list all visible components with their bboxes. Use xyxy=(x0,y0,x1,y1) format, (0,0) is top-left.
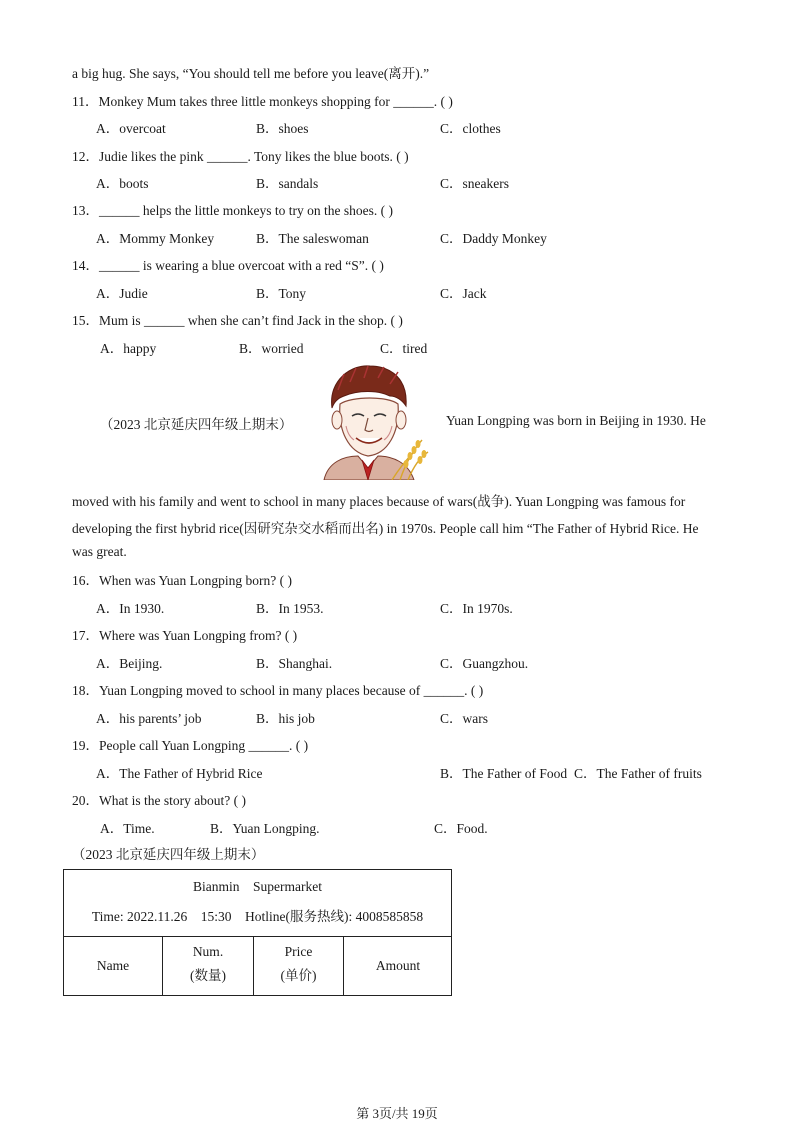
option-13-b[interactable]: B．The saleswoman xyxy=(256,231,369,246)
question-16 xyxy=(72,569,292,589)
question-text: ______ helps the little monkeys to try on the shoes. ( ) xyxy=(99,203,393,218)
question-number: 19． xyxy=(72,738,99,753)
question-15 xyxy=(72,309,403,329)
header-line: Num. xyxy=(192,944,224,959)
question-text: Mum is ______ when she can’t find Jack in the shop. ( ) xyxy=(99,313,403,328)
receipt-table xyxy=(63,869,452,996)
option-12-b[interactable]: B．sandals xyxy=(256,176,319,191)
question-17 xyxy=(72,624,297,644)
source-label: （2023 北京延庆四年级上期末） xyxy=(100,417,293,432)
option-19-b[interactable]: B．The Father of Food xyxy=(440,766,568,781)
option-17-b[interactable]: B．Shanghai. xyxy=(256,656,333,671)
header-line: (单价) xyxy=(280,968,317,983)
option-11-c[interactable]: C．clothes xyxy=(440,121,501,136)
option-19-c[interactable]: C．The Father of fruits xyxy=(574,766,702,781)
question-text: People call Yuan Longping ______. ( ) xyxy=(99,738,309,753)
source-label: （2023 北京延庆四年级上期末） xyxy=(72,847,265,862)
option-12-c[interactable]: C．sneakers xyxy=(440,176,509,191)
question-number: 20． xyxy=(72,793,99,808)
question-number: 18． xyxy=(72,683,99,698)
question-14 xyxy=(72,254,384,274)
page-footer: 第 3页/共 19页 xyxy=(356,1106,438,1121)
portrait-sketch xyxy=(304,360,430,480)
option-19-a[interactable]: A．The Father of Hybrid Rice xyxy=(96,766,263,781)
option-14-c[interactable]: C．Jack xyxy=(440,286,487,301)
question-number: 17． xyxy=(72,628,99,643)
question-number: 14． xyxy=(72,258,99,273)
option-13-c[interactable]: C．Daddy Monkey xyxy=(440,231,547,246)
question-number: 13． xyxy=(72,203,99,218)
question-text: Judie likes the pink ______. Tony likes the blue boots. ( ) xyxy=(99,149,409,164)
option-11-a[interactable]: A．overcoat xyxy=(96,121,166,136)
question-18 xyxy=(72,679,483,699)
option-14-b[interactable]: B．Tony xyxy=(256,286,307,301)
header-line: (数量) xyxy=(190,968,226,983)
header-line: Amount xyxy=(375,958,421,973)
option-16-c[interactable]: C．In 1970s. xyxy=(440,601,513,616)
question-11 xyxy=(72,90,453,110)
question-text: Yuan Longping moved to school in many places because of ______. ( ) xyxy=(99,683,484,698)
question-text: Monkey Mum takes three little monkeys shopping for ______. ( ) xyxy=(98,94,453,109)
option-14-a[interactable]: A．Judie xyxy=(96,286,148,301)
option-13-a[interactable]: A．Mommy Monkey xyxy=(96,231,215,246)
question-number: 12． xyxy=(72,149,99,164)
receipt-info: Time: 2022.11.26 15:30 Hotline(服务热线): 4008585858 xyxy=(91,909,424,924)
option-16-b[interactable]: B．In 1953. xyxy=(256,601,324,616)
option-16-a[interactable]: A．In 1930. xyxy=(96,601,165,616)
question-text: When was Yuan Longping born? ( ) xyxy=(99,573,292,588)
question-number: 15． xyxy=(72,313,99,328)
question-text: Where was Yuan Longping from? ( ) xyxy=(99,628,298,643)
question-19 xyxy=(72,734,308,754)
question-13 xyxy=(72,199,393,219)
option-17-a[interactable]: A．Beijing. xyxy=(96,656,163,671)
question-number: 11． xyxy=(72,94,99,109)
header-line: Price xyxy=(284,944,313,959)
option-20-c[interactable]: C．Food. xyxy=(434,821,488,836)
option-18-c[interactable]: C．wars xyxy=(440,711,488,726)
option-15-a[interactable]: A．happy xyxy=(100,341,157,356)
question-20 xyxy=(72,789,246,809)
option-18-b[interactable]: B．his job xyxy=(256,711,315,726)
option-17-c[interactable]: C．Guangzhou. xyxy=(440,656,529,671)
header-line: Name xyxy=(96,958,130,973)
option-11-b[interactable]: B．shoes xyxy=(256,121,309,136)
question-text: ______ is wearing a blue overcoat with a red “S”. ( ) xyxy=(99,258,384,273)
option-15-b[interactable]: B．worried xyxy=(239,341,304,356)
receipt-title: Bianmin Supermarket xyxy=(193,879,322,894)
option-15-c[interactable]: C．tired xyxy=(380,341,428,356)
question-text: What is the story about? ( ) xyxy=(99,793,246,808)
option-12-a[interactable]: A．boots xyxy=(96,176,149,191)
option-18-a[interactable]: A．his parents’ job xyxy=(96,711,202,726)
option-20-b[interactable]: B．Yuan Longping. xyxy=(210,821,320,836)
question-12 xyxy=(72,145,409,165)
column-header-price xyxy=(254,936,343,996)
column-header-name xyxy=(64,936,162,996)
passage-text-line: moved with his family and went to school in many places because of wars(战争). Yuan Longping was famous for xyxy=(72,494,686,509)
passage-text-line: a big hug. She says, “You should tell me before you leave(离开).” xyxy=(72,66,430,81)
passage-text-line: developing the first hybrid rice(因研究杂交水稻而出名) in 1970s. People call him “The Father of Hybrid Rice. He xyxy=(72,521,699,536)
column-header-amount xyxy=(344,936,452,996)
question-number: 16． xyxy=(72,573,99,588)
passage-text-line: was great. xyxy=(72,544,127,559)
option-20-a[interactable]: A．Time. xyxy=(100,821,155,836)
column-header-num xyxy=(163,936,253,996)
receipt-header xyxy=(64,870,451,937)
passage-text-line: Yuan Longping was born in Beijing in 1930. He xyxy=(446,413,706,428)
